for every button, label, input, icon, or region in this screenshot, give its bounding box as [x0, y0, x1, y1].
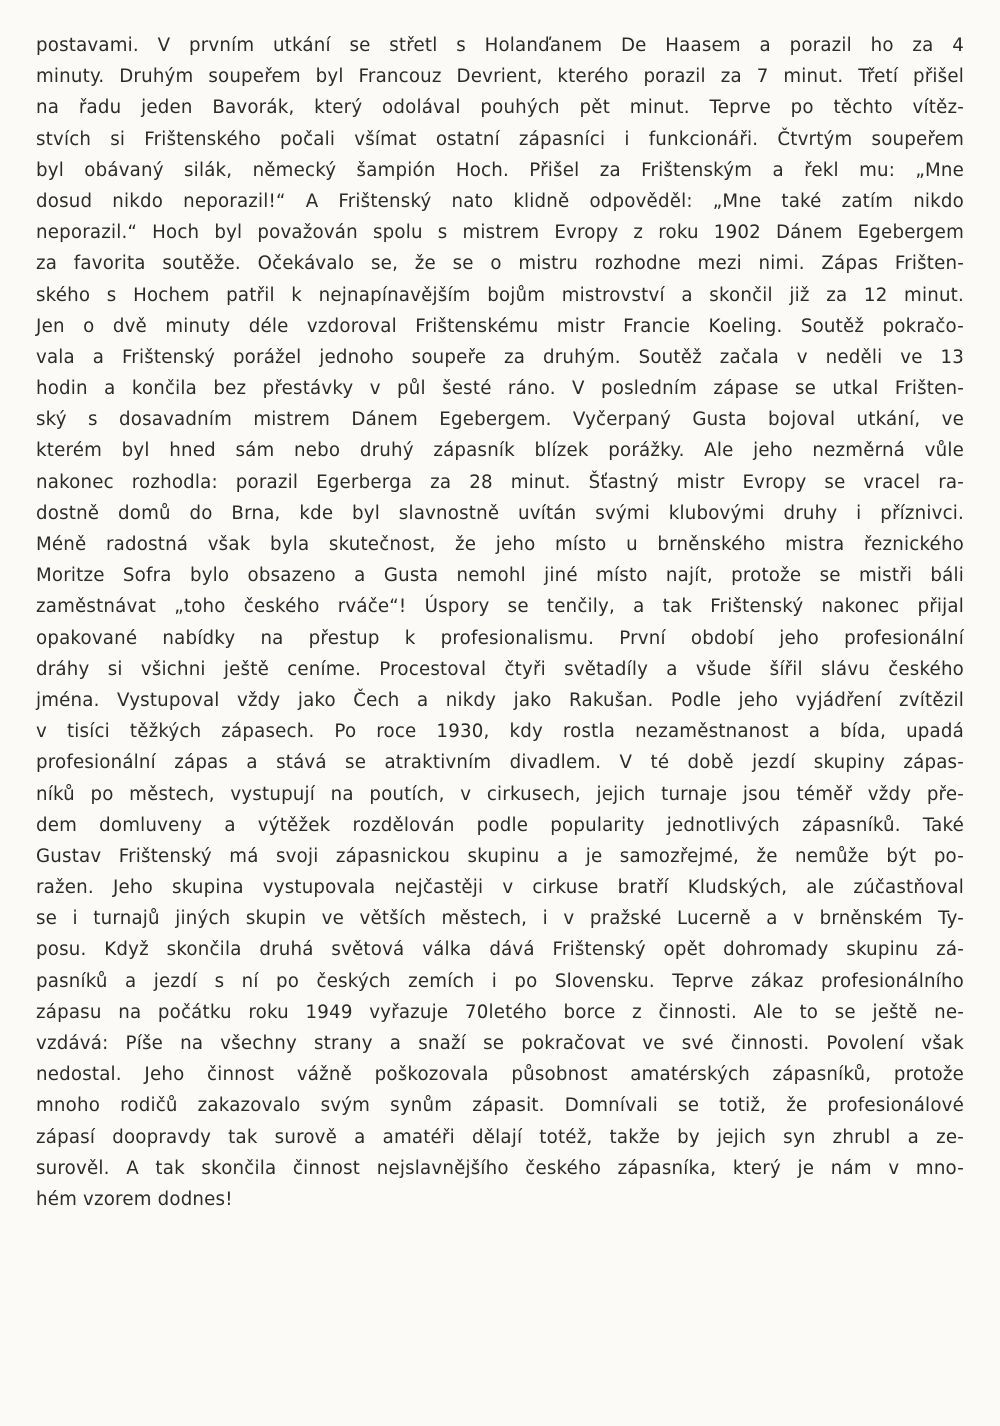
text-line: neporazil.“ Hoch byl považován spolu s mistrem Evropy z roku 1902 Dánem Egebergem	[36, 222, 964, 244]
text-line: jména. Vystupoval vždy jako Čech a nikdy jako Rakušan. Podle jeho vyjádření zvítězil	[36, 689, 964, 711]
text-line: opakované nabídky na přestup k profesionalismu. První období jeho profesionální	[36, 627, 964, 649]
text-line: minuty. Druhým soupeřem byl Francouz Devrient, kterého porazil za 7 minut. Třetí přišel	[36, 66, 964, 88]
text-line: postavami. V prvním utkání se střetl s Holanďanem De Haasem a porazil ho za 4	[36, 35, 964, 56]
text-line: za favorita soutěže. Očekávalo se, že se o mistru rozhodne mezi nimi. Zápas Frišten-	[36, 253, 964, 275]
text-line: posu. Když skončila druhá světová válka dává Frištenský opět dohromady skupinu zá-	[36, 939, 964, 961]
text-line: Moritze Sofra bylo obsazeno a Gusta nemohl jiné místo najít, protože se mistři báli	[36, 565, 964, 587]
text-line: Méně radostná však byla skutečnost, že jeho místo u brněnského mistra řeznického	[36, 534, 964, 555]
text-line: zaměstnávat „toho českého rváče“! Úspory se tenčily, a tak Frištenský nakonec přijal	[36, 596, 964, 618]
text-line: kterém byl hned sám nebo druhý zápasník blízek porážky. Ale jeho nezměrná vůle	[36, 440, 964, 462]
text-line: vzdává: Píše na všechny strany a snaží se pokračovat ve své činnosti. Povolení však	[36, 1033, 964, 1054]
text-line: zápasu na počátku roku 1949 vyřazuje 70letého borce z činnosti. Ale to se ještě ne-	[36, 1001, 964, 1023]
text-line: pasníků a jezdí s ní po českých zemích i po Slovensku. Teprve zákaz profesionálního	[36, 970, 964, 992]
text-line: ského s Hochem patřil k nejnapínavějším bojům mistrovství a skončil již za 12 minut.	[36, 284, 964, 306]
text-line: ský s dosavadním mistrem Dánem Egebergem. Vyčerpaný Gusta bojoval utkání, ve	[36, 409, 964, 431]
text-line: stvích si Frištenského počali všímat ostatní zápasníci i funkcionáři. Čtvrtým soupeřem	[36, 128, 964, 150]
text-line: v tisíci těžkých zápasech. Po roce 1930, kdy rostla nezaměstnanost a bída, upadá	[36, 721, 964, 743]
text-line: dosud nikdo neporazil!“ A Frištenský nato klidně odpověděl: „Mne také zatím nikdo	[36, 190, 964, 212]
text-line: dostně domů do Brna, kde byl slavnostně uvítán svými klubovými druhy i příznivci.	[36, 502, 964, 524]
text-line: níků po městech, vystupují na poutích, v cirkusech, jejich turnaje jsou téměř vždy pře-	[36, 783, 964, 805]
text-line: se i turnajů jiných skupin ve větších městech, i v pražské Lucerně a v brněnském Ty-	[36, 908, 964, 930]
text-line: dráhy si všichni ještě ceníme. Procestoval čtyři světadíly a všude šířil slávu českého	[36, 658, 964, 680]
text-line: nedostal. Jeho činnost vážně poškozovala působnost amatérských zápasníků, protože	[36, 1064, 964, 1086]
text-line: surověl. A tak skončila činnost nejslavnějšího českého zápasníka, který je nám v mno-	[36, 1157, 964, 1179]
text-line: nakonec rozhodla: porazil Egerberga za 28 minut. Šťastný mistr Evropy se vracel ra-	[36, 471, 964, 493]
text-line: mnoho rodičů zakazovalo svým synům zápasit. Domnívali se totiž, že profesionálové	[36, 1095, 964, 1117]
text-line: dem domluveny a výtěžek rozdělován podle popularity jednotlivých zápasníků. Také	[36, 814, 964, 836]
text-line: zápasí doopravdy tak surově a amatéři dělají totéž, takže by jejich syn zhrubl a ze-	[36, 1126, 964, 1148]
text-line: Jen o dvě minuty déle vzdoroval Frištenskému mistr Francie Koeling. Soutěž pokračo-	[36, 315, 964, 337]
text-line: na řadu jeden Bavorák, který odolával pouhých pět minut. Teprve po těchto vítěz-	[36, 97, 964, 119]
text-line: Gustav Frištenský má svoji zápasnickou skupinu a je samozřejmé, že nemůže být po-	[36, 845, 964, 867]
document-page	[36, 30, 964, 1402]
text-line: profesionální zápas a stává se atraktivním divadlem. V té době jezdí skupiny zápas-	[36, 752, 964, 774]
text-line: byl obávaný silák, německý šampión Hoch. Přišel za Frištenským a řekl mu: „Mne	[36, 159, 964, 181]
text-line: vala a Frištenský porážel jednoho soupeře za druhým. Soutěž začala v neděli ve 13	[36, 346, 964, 368]
text-line: hodin a končila bez přestávky v půl šesté ráno. V posledním zápase se utkal Frišten-	[36, 378, 964, 400]
text-line: ražen. Jeho skupina vystupovala nejčastěji v cirkuse bratří Kludských, ale zúčastňoval	[36, 877, 964, 899]
text-line: hém vzorem dodnes!	[36, 1188, 233, 1210]
